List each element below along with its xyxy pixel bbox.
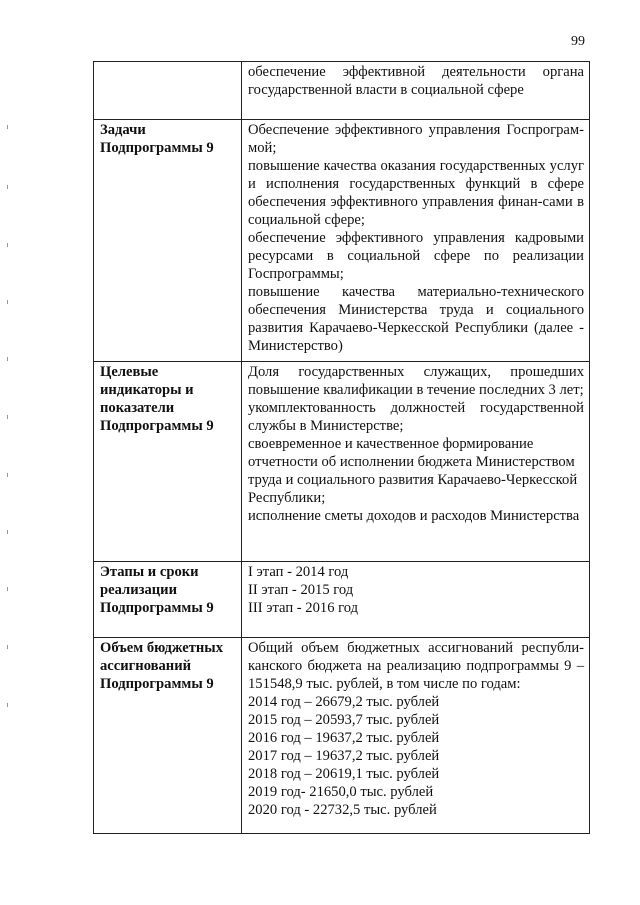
label-line: Подпрограммы 9 — [100, 418, 214, 434]
row-content-cell — [242, 120, 590, 362]
table-row — [94, 362, 590, 562]
label-line: Целевые — [100, 364, 159, 380]
content-line: 2018 год – 20619,1 тыс. рублей — [248, 766, 440, 782]
content-line: 2014 год – 26679,2 тыс. рублей — [248, 694, 440, 710]
row-content-cell — [242, 362, 590, 562]
content-line: 2019 год- 21650,0 тыс. рублей — [248, 784, 434, 800]
row-label-cell — [94, 638, 242, 834]
label-line: Подпрограммы 9 — [100, 676, 214, 692]
row-content-cell — [242, 62, 590, 120]
content-line: укомплектованность должностей государственной службы в Министерстве; — [248, 400, 584, 434]
label-line: Подпрограммы 9 — [100, 140, 214, 156]
label-line: Задачи — [100, 122, 146, 138]
content-line: Общий объем бюджетных ассигнований республи-канского бюджета на реализацию подпрограммы 9 – 151548,9 тыс. рублей, в том числе по годам: — [248, 640, 584, 692]
content-line: обеспечение эффективного управления кадровыми ресурсами в социальной сфере по реализации Госпрограммы; — [248, 230, 584, 282]
content-line: 2015 год – 20593,7 тыс. рублей — [248, 712, 440, 728]
content-line: III этап - 2016 год — [248, 600, 359, 616]
content-line: обеспечение эффективной деятельности органа государственной власти в социальной сфере — [248, 64, 584, 98]
label-line: Этапы и сроки — [100, 564, 199, 580]
label-line: индикаторы и — [100, 382, 194, 398]
content-line: повышение качества оказания государственных услуг и исполнения государственных функций в сфере обеспечения эффективного управления финан-сами в социальной сфере; — [248, 158, 584, 228]
content-line: Обеспечение эффективного управления Госпрограм-мой; — [248, 122, 584, 156]
content-line: Доля государственных служащих, прошедших повышение квалификации в течение последних 3 лет; — [248, 364, 584, 398]
subprogram-passport-table — [93, 61, 590, 834]
row-label-cell — [94, 120, 242, 362]
row-label-cell — [94, 562, 242, 638]
table-row — [94, 120, 590, 362]
table-row — [94, 562, 590, 638]
content-line: повышение качества материально-технического обеспечения Министерства труда и социального развития Карачаево-Черкесской Республики (далее - Министерство) — [248, 284, 584, 354]
label-line: показатели — [100, 400, 175, 416]
content-line: 2016 год – 19637,2 тыс. рублей — [248, 730, 440, 746]
scan-margin-marks — [7, 125, 11, 725]
page-number: 99 — [571, 34, 585, 49]
table-row — [94, 62, 590, 120]
content-line: I этап - 2014 год — [248, 564, 349, 580]
content-line: исполнение сметы доходов и расходов Министерства — [248, 508, 580, 524]
content-line: своевременное и качественное формирование отчетности об исполнении бюджета Министерством труда и социального развития Карачаево-Черкесской Республики; — [248, 436, 578, 506]
content-line: 2020 год - 22732,5 тыс. рублей — [248, 802, 437, 818]
row-content-cell — [242, 638, 590, 834]
label-line: реализации — [100, 582, 178, 598]
row-content-cell — [242, 562, 590, 638]
row-label-cell — [94, 362, 242, 562]
row-label-cell — [94, 62, 242, 120]
content-line: II этап - 2015 год — [248, 582, 354, 598]
label-line: Подпрограммы 9 — [100, 600, 214, 616]
label-line: Объем бюджетных — [100, 640, 223, 656]
content-line: 2017 год – 19637,2 тыс. рублей — [248, 748, 440, 764]
label-line: ассигнований — [100, 658, 192, 674]
table-row — [94, 638, 590, 834]
